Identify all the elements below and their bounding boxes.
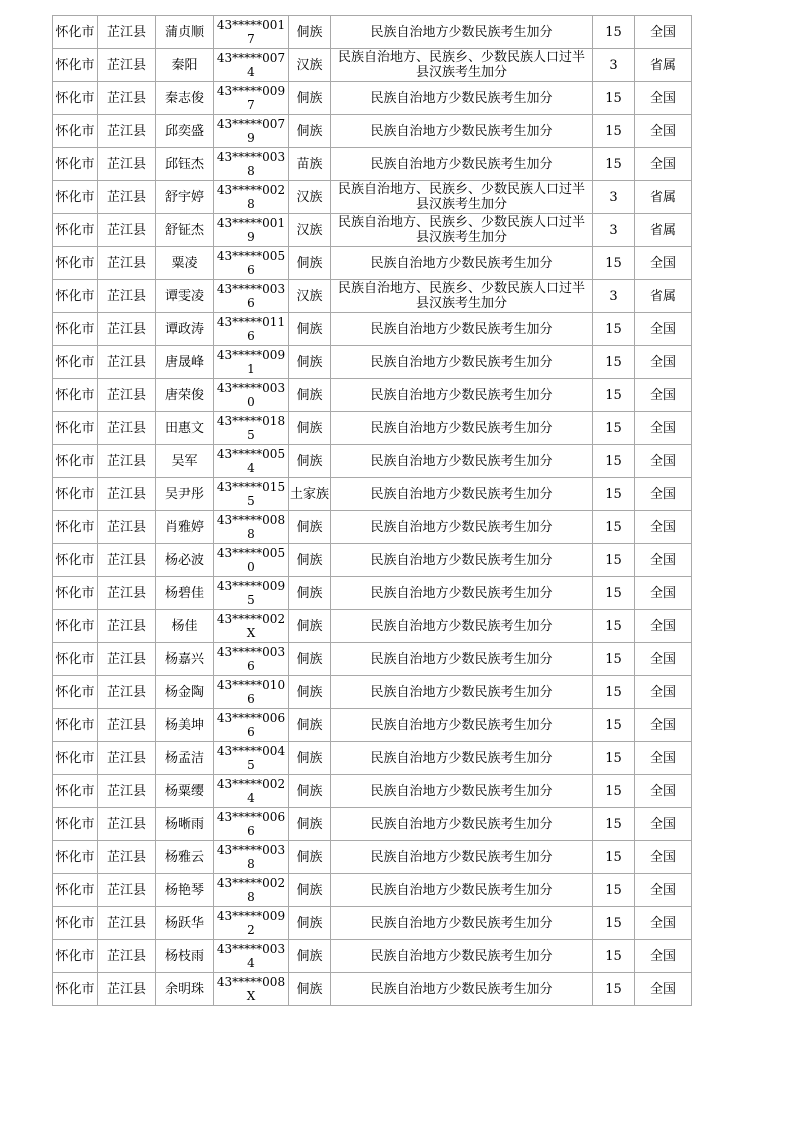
ethnicity-cell: 侗族 <box>289 841 331 874</box>
bonus-score-cell: 15 <box>593 247 635 280</box>
county-cell: 芷江县 <box>98 412 156 445</box>
scope-cell: 全国 <box>635 643 692 676</box>
name-cell: 杨枝雨 <box>156 940 214 973</box>
county-cell: 芷江县 <box>98 808 156 841</box>
name-cell: 杨粟缨 <box>156 775 214 808</box>
bonus-score-cell: 3 <box>593 49 635 82</box>
table-row <box>53 379 692 412</box>
id-number-cell: 43*****0066 <box>214 709 289 742</box>
name-cell: 谭雯凌 <box>156 280 214 313</box>
bonus-reason-cell: 民族自治地方少数民族考生加分 <box>331 511 593 544</box>
ethnicity-cell: 苗族 <box>289 148 331 181</box>
city-cell: 怀化市 <box>53 115 98 148</box>
scope-cell: 全国 <box>635 742 692 775</box>
table-row <box>53 478 692 511</box>
ethnicity-cell: 侗族 <box>289 115 331 148</box>
bonus-reason-cell: 民族自治地方少数民族考生加分 <box>331 709 593 742</box>
city-cell: 怀化市 <box>53 412 98 445</box>
bonus-score-cell: 15 <box>593 478 635 511</box>
scope-cell: 全国 <box>635 610 692 643</box>
name-cell: 余明珠 <box>156 973 214 1006</box>
bonus-reason-cell: 民族自治地方、民族乡、少数民族人口过半县汉族考生加分 <box>331 280 593 313</box>
county-cell: 芷江县 <box>98 313 156 346</box>
table-row <box>53 313 692 346</box>
city-cell: 怀化市 <box>53 49 98 82</box>
bonus-reason-cell: 民族自治地方少数民族考生加分 <box>331 775 593 808</box>
ethnicity-cell: 侗族 <box>289 412 331 445</box>
id-number-cell: 43*****0066 <box>214 808 289 841</box>
county-cell: 芷江县 <box>98 445 156 478</box>
bonus-reason-cell: 民族自治地方少数民族考生加分 <box>331 874 593 907</box>
table-row <box>53 148 692 181</box>
county-cell: 芷江县 <box>98 907 156 940</box>
bonus-reason-cell: 民族自治地方少数民族考生加分 <box>331 610 593 643</box>
name-cell: 杨晰雨 <box>156 808 214 841</box>
bonus-reason-cell: 民族自治地方少数民族考生加分 <box>331 676 593 709</box>
table-row <box>53 511 692 544</box>
bonus-score-cell: 15 <box>593 313 635 346</box>
name-cell: 杨跃华 <box>156 907 214 940</box>
scope-cell: 全国 <box>635 412 692 445</box>
bonus-score-cell: 15 <box>593 577 635 610</box>
county-cell: 芷江县 <box>98 643 156 676</box>
bonus-reason-cell: 民族自治地方少数民族考生加分 <box>331 16 593 49</box>
id-number-cell: 43*****0038 <box>214 148 289 181</box>
id-number-cell: 43*****0019 <box>214 214 289 247</box>
name-cell: 杨孟洁 <box>156 742 214 775</box>
bonus-score-cell: 15 <box>593 148 635 181</box>
id-number-cell: 43*****0045 <box>214 742 289 775</box>
bonus-reason-cell: 民族自治地方、民族乡、少数民族人口过半县汉族考生加分 <box>331 49 593 82</box>
scope-cell: 全国 <box>635 808 692 841</box>
scope-cell: 全国 <box>635 676 692 709</box>
id-number-cell: 43*****0155 <box>214 478 289 511</box>
bonus-reason-cell: 民族自治地方少数民族考生加分 <box>331 478 593 511</box>
ethnicity-cell: 侗族 <box>289 445 331 478</box>
county-cell: 芷江县 <box>98 478 156 511</box>
scope-cell: 省属 <box>635 181 692 214</box>
ethnicity-cell: 侗族 <box>289 973 331 1006</box>
ethnicity-cell: 侗族 <box>289 709 331 742</box>
city-cell: 怀化市 <box>53 214 98 247</box>
ethnicity-cell: 汉族 <box>289 49 331 82</box>
bonus-score-cell: 15 <box>593 907 635 940</box>
bonus-reason-cell: 民族自治地方、民族乡、少数民族人口过半县汉族考生加分 <box>331 181 593 214</box>
table-row <box>53 676 692 709</box>
city-cell: 怀化市 <box>53 808 98 841</box>
id-number-cell: 43*****0095 <box>214 577 289 610</box>
county-cell: 芷江县 <box>98 280 156 313</box>
scope-cell: 全国 <box>635 16 692 49</box>
bonus-score-cell: 15 <box>593 445 635 478</box>
city-cell: 怀化市 <box>53 16 98 49</box>
scope-cell: 全国 <box>635 709 692 742</box>
id-number-cell: 43*****008X <box>214 973 289 1006</box>
county-cell: 芷江县 <box>98 511 156 544</box>
name-cell: 舒宇婷 <box>156 181 214 214</box>
ethnicity-cell: 侗族 <box>289 346 331 379</box>
id-number-cell: 43*****0050 <box>214 544 289 577</box>
name-cell: 舒钲杰 <box>156 214 214 247</box>
table-row <box>53 610 692 643</box>
ethnicity-cell: 侗族 <box>289 379 331 412</box>
ethnicity-cell: 侗族 <box>289 511 331 544</box>
city-cell: 怀化市 <box>53 874 98 907</box>
name-cell: 邱奕盛 <box>156 115 214 148</box>
city-cell: 怀化市 <box>53 577 98 610</box>
city-cell: 怀化市 <box>53 313 98 346</box>
table-row <box>53 247 692 280</box>
bonus-reason-cell: 民族自治地方少数民族考生加分 <box>331 379 593 412</box>
table-row <box>53 742 692 775</box>
city-cell: 怀化市 <box>53 280 98 313</box>
bonus-score-cell: 15 <box>593 676 635 709</box>
name-cell: 田惠文 <box>156 412 214 445</box>
bonus-score-cell: 3 <box>593 181 635 214</box>
county-cell: 芷江县 <box>98 577 156 610</box>
scope-cell: 全国 <box>635 940 692 973</box>
bonus-score-cell: 15 <box>593 610 635 643</box>
bonus-reason-cell: 民族自治地方少数民族考生加分 <box>331 115 593 148</box>
id-number-cell: 43*****0038 <box>214 841 289 874</box>
name-cell: 谭政涛 <box>156 313 214 346</box>
bonus-reason-cell: 民族自治地方少数民族考生加分 <box>331 808 593 841</box>
id-number-cell: 43*****0028 <box>214 874 289 907</box>
table-row <box>53 16 692 49</box>
ethnicity-cell: 侗族 <box>289 775 331 808</box>
name-cell: 吴军 <box>156 445 214 478</box>
bonus-reason-cell: 民族自治地方少数民族考生加分 <box>331 841 593 874</box>
bonus-reason-cell: 民族自治地方少数民族考生加分 <box>331 82 593 115</box>
county-cell: 芷江县 <box>98 544 156 577</box>
scope-cell: 全国 <box>635 247 692 280</box>
bonus-score-cell: 15 <box>593 82 635 115</box>
bonus-score-cell: 15 <box>593 346 635 379</box>
bonus-reason-cell: 民族自治地方、民族乡、少数民族人口过半县汉族考生加分 <box>331 214 593 247</box>
county-cell: 芷江县 <box>98 841 156 874</box>
county-cell: 芷江县 <box>98 676 156 709</box>
city-cell: 怀化市 <box>53 82 98 115</box>
name-cell: 唐荣俊 <box>156 379 214 412</box>
name-cell: 粟凌 <box>156 247 214 280</box>
city-cell: 怀化市 <box>53 907 98 940</box>
table-row <box>53 49 692 82</box>
bonus-points-table <box>52 15 692 1006</box>
name-cell: 杨美坤 <box>156 709 214 742</box>
id-number-cell: 43*****002X <box>214 610 289 643</box>
bonus-score-cell: 15 <box>593 379 635 412</box>
bonus-score-cell: 3 <box>593 280 635 313</box>
scope-cell: 全国 <box>635 478 692 511</box>
ethnicity-cell: 汉族 <box>289 280 331 313</box>
table-row <box>53 841 692 874</box>
bonus-reason-cell: 民族自治地方少数民族考生加分 <box>331 346 593 379</box>
scope-cell: 省属 <box>635 280 692 313</box>
table-row <box>53 874 692 907</box>
county-cell: 芷江县 <box>98 148 156 181</box>
scope-cell: 全国 <box>635 346 692 379</box>
county-cell: 芷江县 <box>98 709 156 742</box>
bonus-score-cell: 15 <box>593 742 635 775</box>
ethnicity-cell: 侗族 <box>289 643 331 676</box>
bonus-reason-cell: 民族自治地方少数民族考生加分 <box>331 577 593 610</box>
table-row <box>53 940 692 973</box>
city-cell: 怀化市 <box>53 478 98 511</box>
bonus-reason-cell: 民族自治地方少数民族考生加分 <box>331 313 593 346</box>
county-cell: 芷江县 <box>98 874 156 907</box>
ethnicity-cell: 汉族 <box>289 181 331 214</box>
table-row <box>53 82 692 115</box>
bonus-score-cell: 3 <box>593 214 635 247</box>
table-row <box>53 181 692 214</box>
table-row <box>53 973 692 1006</box>
bonus-score-cell: 15 <box>593 940 635 973</box>
table-row <box>53 808 692 841</box>
name-cell: 杨嘉兴 <box>156 643 214 676</box>
table-row <box>53 643 692 676</box>
bonus-score-cell: 15 <box>593 544 635 577</box>
ethnicity-cell: 汉族 <box>289 214 331 247</box>
name-cell: 唐晟峰 <box>156 346 214 379</box>
scope-cell: 省属 <box>635 214 692 247</box>
bonus-reason-cell: 民族自治地方少数民族考生加分 <box>331 445 593 478</box>
bonus-score-cell: 15 <box>593 511 635 544</box>
scope-cell: 全国 <box>635 841 692 874</box>
id-number-cell: 43*****0091 <box>214 346 289 379</box>
ethnicity-cell: 侗族 <box>289 808 331 841</box>
city-cell: 怀化市 <box>53 247 98 280</box>
id-number-cell: 43*****0054 <box>214 445 289 478</box>
county-cell: 芷江县 <box>98 214 156 247</box>
ethnicity-cell: 侗族 <box>289 874 331 907</box>
scope-cell: 全国 <box>635 511 692 544</box>
county-cell: 芷江县 <box>98 115 156 148</box>
city-cell: 怀化市 <box>53 742 98 775</box>
city-cell: 怀化市 <box>53 643 98 676</box>
county-cell: 芷江县 <box>98 82 156 115</box>
ethnicity-cell: 土家族 <box>289 478 331 511</box>
city-cell: 怀化市 <box>53 709 98 742</box>
city-cell: 怀化市 <box>53 676 98 709</box>
id-number-cell: 43*****0034 <box>214 940 289 973</box>
id-number-cell: 43*****0036 <box>214 280 289 313</box>
scope-cell: 全国 <box>635 544 692 577</box>
city-cell: 怀化市 <box>53 181 98 214</box>
name-cell: 秦志俊 <box>156 82 214 115</box>
ethnicity-cell: 侗族 <box>289 940 331 973</box>
name-cell: 杨必波 <box>156 544 214 577</box>
county-cell: 芷江县 <box>98 973 156 1006</box>
ethnicity-cell: 侗族 <box>289 544 331 577</box>
id-number-cell: 43*****0079 <box>214 115 289 148</box>
table-body <box>53 16 692 1006</box>
bonus-reason-cell: 民族自治地方少数民族考生加分 <box>331 742 593 775</box>
id-number-cell: 43*****0056 <box>214 247 289 280</box>
bonus-reason-cell: 民族自治地方少数民族考生加分 <box>331 973 593 1006</box>
bonus-score-cell: 15 <box>593 841 635 874</box>
name-cell: 邱钰杰 <box>156 148 214 181</box>
bonus-score-cell: 15 <box>593 709 635 742</box>
county-cell: 芷江县 <box>98 742 156 775</box>
scope-cell: 全国 <box>635 313 692 346</box>
bonus-score-cell: 15 <box>593 16 635 49</box>
id-number-cell: 43*****0097 <box>214 82 289 115</box>
county-cell: 芷江县 <box>98 247 156 280</box>
city-cell: 怀化市 <box>53 940 98 973</box>
id-number-cell: 43*****0017 <box>214 16 289 49</box>
city-cell: 怀化市 <box>53 841 98 874</box>
bonus-reason-cell: 民族自治地方少数民族考生加分 <box>331 544 593 577</box>
table-row <box>53 445 692 478</box>
county-cell: 芷江县 <box>98 181 156 214</box>
county-cell: 芷江县 <box>98 379 156 412</box>
scope-cell: 全国 <box>635 874 692 907</box>
scope-cell: 全国 <box>635 973 692 1006</box>
scope-cell: 全国 <box>635 148 692 181</box>
table-row <box>53 280 692 313</box>
bonus-score-cell: 15 <box>593 808 635 841</box>
ethnicity-cell: 侗族 <box>289 16 331 49</box>
id-number-cell: 43*****0092 <box>214 907 289 940</box>
county-cell: 芷江县 <box>98 346 156 379</box>
scope-cell: 全国 <box>635 115 692 148</box>
bonus-score-cell: 15 <box>593 973 635 1006</box>
bonus-reason-cell: 民族自治地方少数民族考生加分 <box>331 907 593 940</box>
bonus-reason-cell: 民族自治地方少数民族考生加分 <box>331 412 593 445</box>
id-number-cell: 43*****0088 <box>214 511 289 544</box>
id-number-cell: 43*****0030 <box>214 379 289 412</box>
name-cell: 吴尹彤 <box>156 478 214 511</box>
scope-cell: 全国 <box>635 445 692 478</box>
name-cell: 杨佳 <box>156 610 214 643</box>
ethnicity-cell: 侗族 <box>289 82 331 115</box>
name-cell: 秦阳 <box>156 49 214 82</box>
id-number-cell: 43*****0106 <box>214 676 289 709</box>
ethnicity-cell: 侗族 <box>289 742 331 775</box>
county-cell: 芷江县 <box>98 775 156 808</box>
scope-cell: 全国 <box>635 907 692 940</box>
bonus-reason-cell: 民族自治地方少数民族考生加分 <box>331 940 593 973</box>
scope-cell: 全国 <box>635 775 692 808</box>
city-cell: 怀化市 <box>53 544 98 577</box>
ethnicity-cell: 侗族 <box>289 577 331 610</box>
name-cell: 肖雅婷 <box>156 511 214 544</box>
county-cell: 芷江县 <box>98 610 156 643</box>
id-number-cell: 43*****0036 <box>214 643 289 676</box>
county-cell: 芷江县 <box>98 16 156 49</box>
ethnicity-cell: 侗族 <box>289 907 331 940</box>
bonus-score-cell: 15 <box>593 775 635 808</box>
table-row <box>53 775 692 808</box>
name-cell: 杨碧佳 <box>156 577 214 610</box>
scope-cell: 全国 <box>635 379 692 412</box>
bonus-reason-cell: 民族自治地方少数民族考生加分 <box>331 148 593 181</box>
name-cell: 杨艳琴 <box>156 874 214 907</box>
bonus-reason-cell: 民族自治地方少数民族考生加分 <box>331 247 593 280</box>
name-cell: 杨金陶 <box>156 676 214 709</box>
city-cell: 怀化市 <box>53 775 98 808</box>
table-row <box>53 577 692 610</box>
table-row <box>53 907 692 940</box>
id-number-cell: 43*****0074 <box>214 49 289 82</box>
city-cell: 怀化市 <box>53 445 98 478</box>
ethnicity-cell: 侗族 <box>289 610 331 643</box>
city-cell: 怀化市 <box>53 610 98 643</box>
bonus-score-cell: 15 <box>593 643 635 676</box>
city-cell: 怀化市 <box>53 973 98 1006</box>
ethnicity-cell: 侗族 <box>289 676 331 709</box>
table-row <box>53 214 692 247</box>
county-cell: 芷江县 <box>98 49 156 82</box>
city-cell: 怀化市 <box>53 511 98 544</box>
city-cell: 怀化市 <box>53 379 98 412</box>
city-cell: 怀化市 <box>53 346 98 379</box>
id-number-cell: 43*****0116 <box>214 313 289 346</box>
id-number-cell: 43*****0185 <box>214 412 289 445</box>
bonus-score-cell: 15 <box>593 115 635 148</box>
id-number-cell: 43*****0028 <box>214 181 289 214</box>
scope-cell: 全国 <box>635 577 692 610</box>
bonus-score-cell: 15 <box>593 874 635 907</box>
table-row <box>53 346 692 379</box>
bonus-score-cell: 15 <box>593 412 635 445</box>
table-row <box>53 115 692 148</box>
county-cell: 芷江县 <box>98 940 156 973</box>
name-cell: 蒲贞顺 <box>156 16 214 49</box>
name-cell: 杨雅云 <box>156 841 214 874</box>
table-row <box>53 709 692 742</box>
ethnicity-cell: 侗族 <box>289 247 331 280</box>
bonus-reason-cell: 民族自治地方少数民族考生加分 <box>331 643 593 676</box>
city-cell: 怀化市 <box>53 148 98 181</box>
table-row <box>53 544 692 577</box>
scope-cell: 省属 <box>635 49 692 82</box>
table-row <box>53 412 692 445</box>
scope-cell: 全国 <box>635 82 692 115</box>
id-number-cell: 43*****0024 <box>214 775 289 808</box>
ethnicity-cell: 侗族 <box>289 313 331 346</box>
